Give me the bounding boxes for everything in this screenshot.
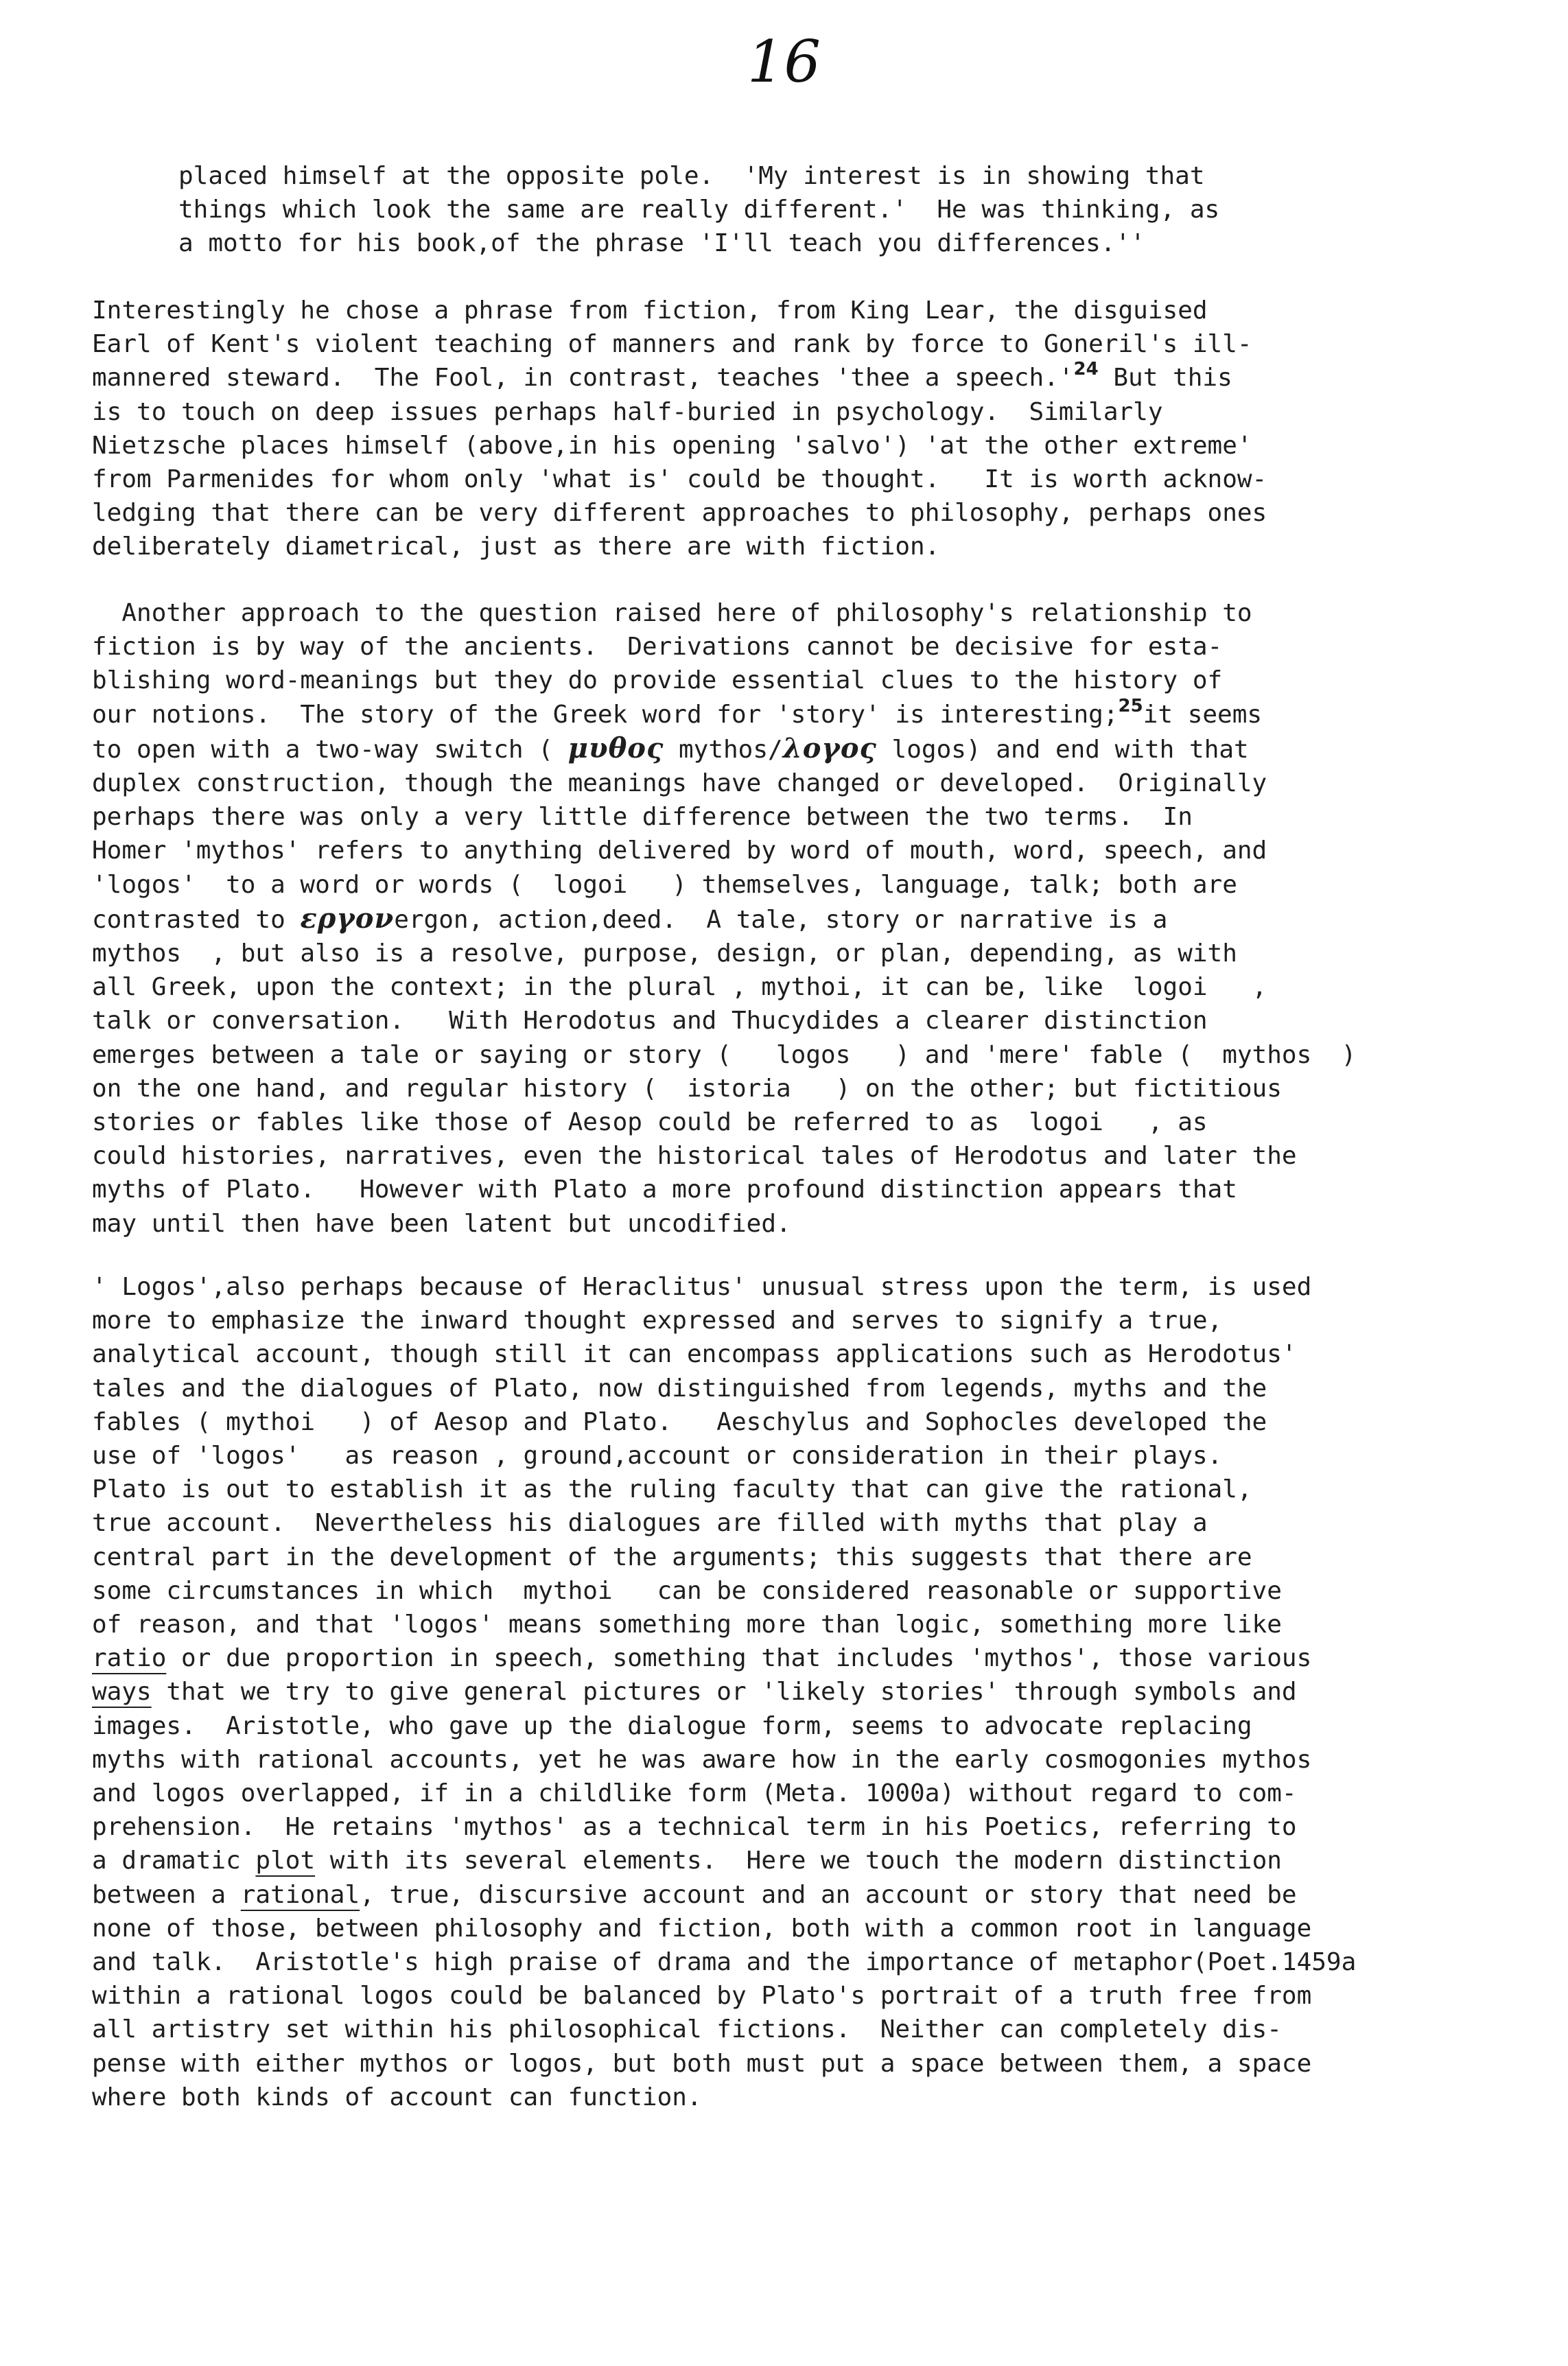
paragraph-logos xyxy=(92,1270,1356,2114)
text-line: emerges between a tale or saying or story ( logos ) and 'mere' fable ( mythos ) xyxy=(92,1040,1357,1069)
text-line: contrasted to xyxy=(92,905,301,934)
underlined-word-rational: rational xyxy=(240,1880,360,1909)
text-line: between a xyxy=(92,1880,241,1909)
text-line: analytical account, though still it can encompass applications such as Herodotus' xyxy=(92,1340,1297,1369)
paragraph-ancients xyxy=(92,596,1356,1241)
text-line: stories or fables like those of Aesop could be referred to as logoi , as xyxy=(92,1108,1208,1137)
greek-word-logos: λογος xyxy=(782,731,877,764)
text-line: and logos overlapped, if in a childlike form (Meta. 1000a) without regard to com- xyxy=(92,1779,1297,1808)
text-line: ergon, action,deed. A tale, story or narrative is a xyxy=(394,905,1168,934)
text-line: all Greek, upon the context; in the plural , mythoi, it can be, like logoi , xyxy=(92,973,1267,1002)
text-line: from Parmenides for whom only 'what is' could be thought. It is worth acknow- xyxy=(92,465,1267,494)
text-line: use of 'logos' as reason , ground,account or consideration in their plays. xyxy=(92,1442,1223,1471)
text-line: fables ( mythoi ) of Aesop and Plato. Aeschylus and Sophocles developed the xyxy=(92,1407,1267,1436)
text-line: all artistry set within his philosophical fictions. Neither can completely dis- xyxy=(92,2015,1282,2044)
text-line: or due proportion in speech, something that includes 'mythos', those various xyxy=(166,1644,1312,1673)
indented-quote xyxy=(178,159,1219,261)
text-line: more to emphasize the inward thought expressed and serves to signify a true, xyxy=(92,1307,1223,1335)
text-line: a dramatic xyxy=(92,1847,256,1875)
text-line: Nietzsche places himself (above,in his opening 'salvo') 'at the other extreme' xyxy=(92,431,1252,460)
text-line: with its several elements. Here we touch the modern distinction xyxy=(315,1847,1282,1875)
text-line: Interestingly he chose a phrase from fiction, from King Lear, the disguised xyxy=(92,296,1208,325)
text-line: ledging that there can be very different approaches to philosophy, perhaps ones xyxy=(92,499,1267,528)
footnote-marker: 24 xyxy=(1073,359,1099,380)
quote-line: a motto for his book,of the phrase 'I'll teach you differences.'' xyxy=(178,229,1145,258)
text-line: logos) and end with that xyxy=(876,735,1249,764)
text-line: myths of Plato. However with Plato a more profound distinction appears that xyxy=(92,1175,1237,1204)
text-line: Homer 'mythos' refers to anything delivered by word of mouth, word, speech, and xyxy=(92,836,1267,865)
text-line: Plato is out to establish it as the ruling faculty that can give the rational, xyxy=(92,1475,1252,1504)
text-line: pense with either mythos or logos, but both must put a space between them, a space xyxy=(92,2049,1312,2078)
paragraph-king-lear xyxy=(92,294,1267,564)
underlined-word-plot: plot xyxy=(255,1847,316,1875)
text-line: and talk. Aristotle's high praise of drama and the importance of metaphor(Poet.1459a xyxy=(92,1948,1357,1977)
underlined-word-ways: ways xyxy=(92,1678,152,1707)
text-line: within a rational logos could be balanced by Plato's portrait of a truth free from xyxy=(92,1982,1312,2011)
text-line: ' Logos',also perhaps because of Heraclitus' unusual stress upon the term, is used xyxy=(92,1273,1312,1301)
footnote-marker: 25 xyxy=(1118,695,1143,716)
underlined-word-ratio: ratio xyxy=(92,1644,167,1673)
text-line: fiction is by way of the ancients. Derivations cannot be decisive for esta- xyxy=(92,633,1223,661)
text-line: it seems xyxy=(1143,700,1263,729)
greek-word-ergon: εργον xyxy=(300,902,395,935)
text-line: But this xyxy=(1098,364,1232,393)
text-line: of reason, and that 'logos' means something more than logic, something more like xyxy=(92,1610,1282,1639)
page-number: 16 xyxy=(747,28,821,95)
text-line: true account. Nevertheless his dialogues are filled with myths that play a xyxy=(92,1509,1208,1538)
text-line: tales and the dialogues of Plato, now distinguished from legends, myths and the xyxy=(92,1374,1267,1403)
quote-line: things which look the same are really different.' He was thinking, as xyxy=(178,196,1220,224)
text-line: to open with a two-way switch ( xyxy=(92,735,568,764)
text-line: blishing word-meanings but they do provide essential clues to the history of xyxy=(92,666,1223,695)
text-line: on the one hand, and regular history ( istoria ) on the other; but fictitious xyxy=(92,1074,1282,1103)
text-line: central part in the development of the arguments; this suggests that there are xyxy=(92,1543,1252,1571)
text-line: that we try to give general pictures or 'likely stories' through symbols and xyxy=(151,1678,1297,1707)
text-line: 'logos' to a word or words ( logoi ) themselves, language, talk; both are xyxy=(92,870,1237,899)
text-line: prehension. He retains 'mythos' as a technical term in his Poetics, referring to xyxy=(92,1813,1297,1842)
text-line: our notions. The story of the Greek word for 'story' is interesting; xyxy=(92,700,1119,729)
text-line: Earl of Kent's violent teaching of manners and rank by force to Goneril's ill- xyxy=(92,330,1252,359)
text-line: mythos/ xyxy=(664,735,783,764)
text-line: perhaps there was only a very little difference between the two terms. In xyxy=(92,803,1193,832)
text-line: none of those, between philosophy and fiction, both with a common root in language xyxy=(92,1914,1312,1943)
text-line: images. Aristotle, who gave up the dialogue form, seems to advocate replacing xyxy=(92,1711,1252,1740)
text-line: deliberately diametrical, just as there are with fiction. xyxy=(92,532,940,561)
text-line: myths with rational accounts, yet he was aware how in the early cosmogonies mythos xyxy=(92,1745,1312,1774)
quote-line: placed himself at the opposite pole. 'My interest is in showing that xyxy=(178,162,1205,190)
text-line: , true, discursive account and an account or story that need be xyxy=(360,1880,1297,1909)
text-line: mannered steward. The Fool, in contrast, teaches 'thee a speech.' xyxy=(92,364,1074,393)
text-line: some circumstances in which mythoi can be considered reasonable or supportive xyxy=(92,1576,1282,1605)
text-line: Another approach to the question raised here of philosophy's relationship to xyxy=(92,599,1252,627)
text-line: where both kinds of account can function. xyxy=(92,2083,702,2111)
text-line: talk or conversation. With Herodotus and Thucydides a clearer distinction xyxy=(92,1007,1208,1035)
text-line: mythos , but also is a resolve, purpose, design, or plan, depending, as with xyxy=(92,939,1237,968)
text-line: duplex construction, though the meanings have changed or developed. Originally xyxy=(92,769,1267,798)
text-line: may until then have been latent but uncodified. xyxy=(92,1209,791,1238)
text-line: could histories, narratives, even the historical tales of Herodotus and later the xyxy=(92,1142,1297,1171)
text-line: is to touch on deep issues perhaps half-buried in psychology. Similarly xyxy=(92,397,1163,426)
greek-word-mythos: μυθος xyxy=(567,731,664,764)
